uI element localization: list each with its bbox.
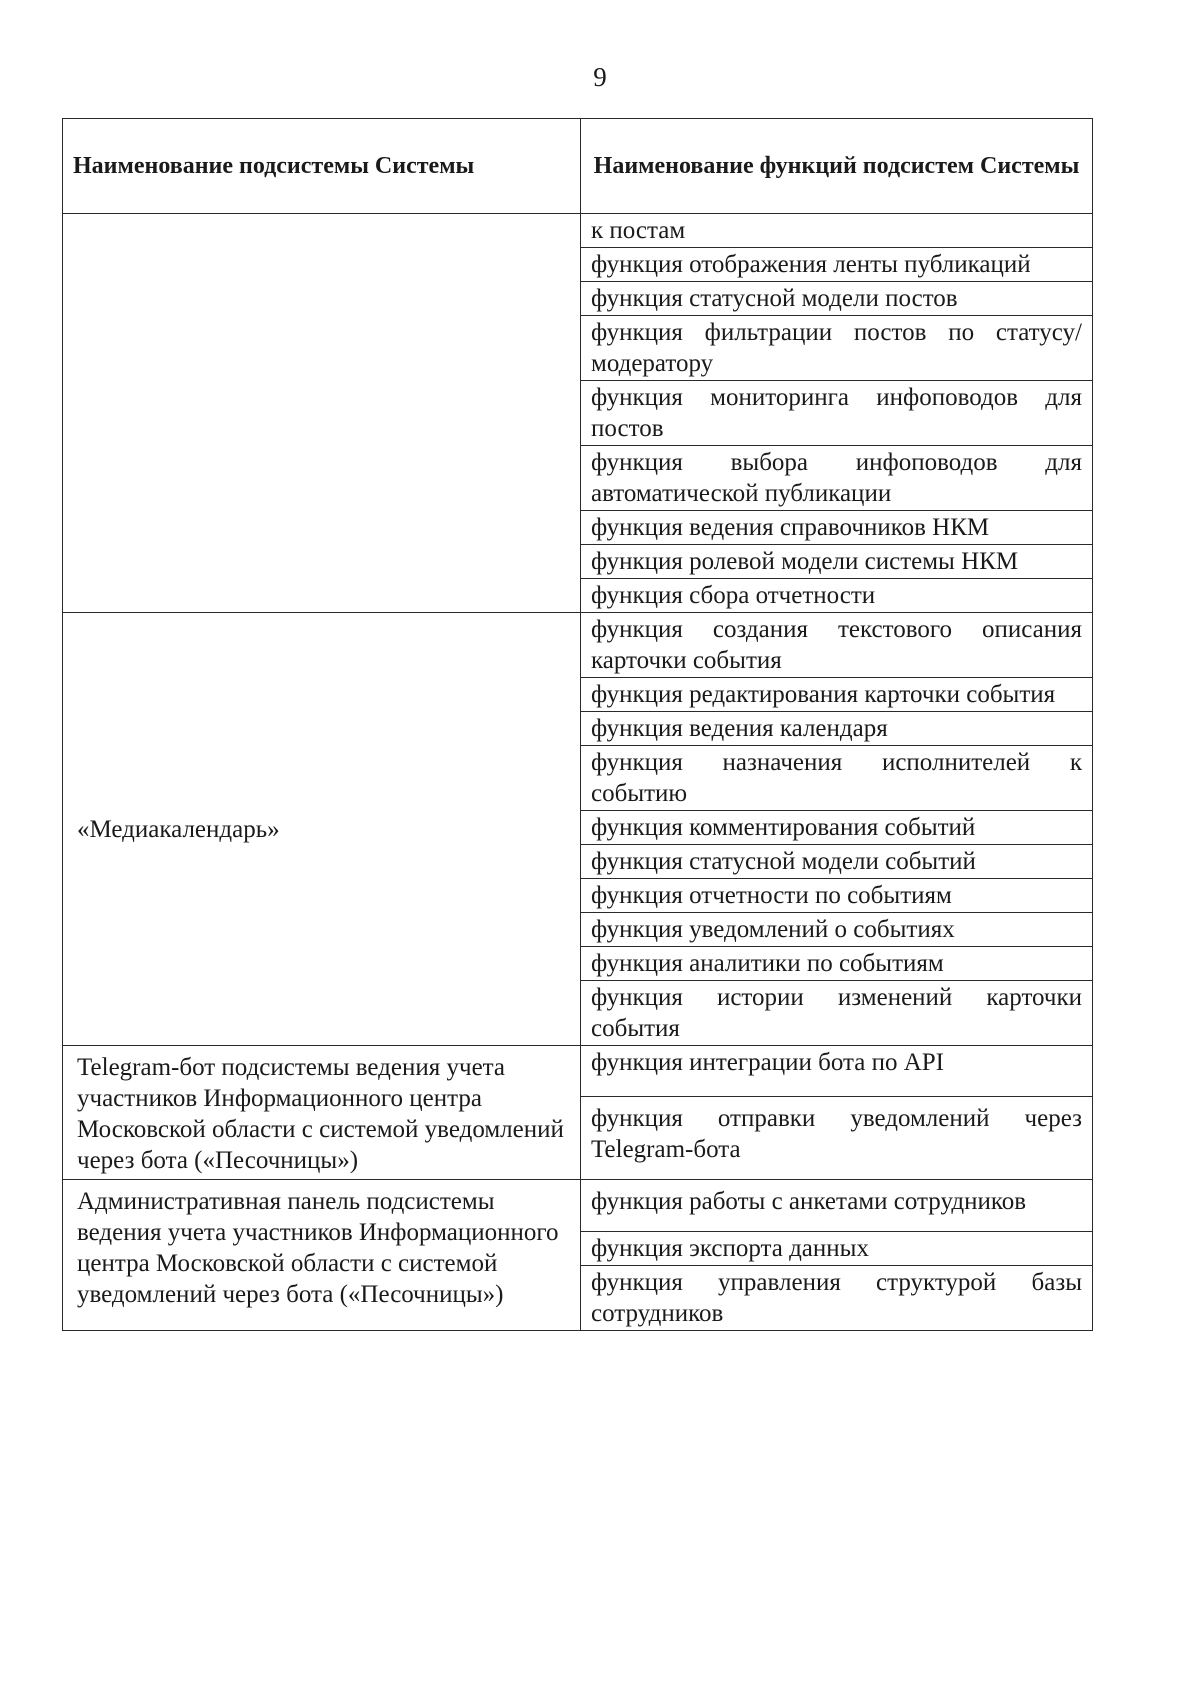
function-cell: функция фильтрации постов по статусу/модератору bbox=[581, 316, 1093, 381]
subsystem-cell-mediacalendar: «Медиакалендарь» bbox=[63, 613, 581, 1046]
subsystem-cell bbox=[63, 214, 581, 613]
function-cell: функция мониторинга инфоповодов для постов bbox=[581, 381, 1093, 446]
function-cell: к постам bbox=[581, 214, 1093, 248]
function-cell: функция статусной модели постов bbox=[581, 282, 1093, 316]
function-cell: функция отчетности по событиям bbox=[581, 879, 1093, 913]
header-functions: Наименование функций подсистем Системы bbox=[581, 119, 1093, 214]
function-cell: функция управления структурой базы сотрудников bbox=[581, 1266, 1093, 1331]
function-cell: функция ведения справочников НКМ bbox=[581, 511, 1093, 545]
page-number: 9 bbox=[593, 62, 607, 92]
function-cell: функция статусной модели событий bbox=[581, 845, 1093, 879]
function-cell: функция уведомлений о событиях bbox=[581, 913, 1093, 947]
function-cell: функция работы с анкетами сотрудников bbox=[581, 1180, 1093, 1232]
function-cell: функция ведения календаря bbox=[581, 712, 1093, 746]
function-cell: функция комментирования событий bbox=[581, 811, 1093, 845]
function-cell: функция интеграции бота по API bbox=[581, 1046, 1093, 1097]
function-cell: функция сбора отчетности bbox=[581, 579, 1093, 613]
subsystem-cell-telegram-bot: Telegram-бот подсистемы ведения учета участников Информационного центра Московской области с системой уведомлений через бота («Песочницы») bbox=[63, 1046, 581, 1180]
function-cell: функция отображения ленты публикаций bbox=[581, 248, 1093, 282]
table-row bbox=[63, 214, 1093, 248]
subsystem-functions-table bbox=[62, 118, 1093, 1331]
function-cell: функция назначения исполнителей к событию bbox=[581, 746, 1093, 811]
function-cell: функция ролевой модели системы НКМ bbox=[581, 545, 1093, 579]
table-row bbox=[63, 1046, 1093, 1097]
function-cell: функция отправки уведомлений через Telegram-бота bbox=[581, 1097, 1093, 1180]
table-row bbox=[63, 613, 1093, 678]
table-row bbox=[63, 1180, 1093, 1232]
function-cell: функция истории изменений карточки события bbox=[581, 981, 1093, 1046]
function-cell: функция аналитики по событиям bbox=[581, 947, 1093, 981]
header-subsystem: Наименование подсистемы Системы bbox=[63, 119, 581, 214]
function-cell: функция создания текстового описания карточки события bbox=[581, 613, 1093, 678]
function-cell: функция выбора инфоповодов для автоматической публикации bbox=[581, 446, 1093, 511]
function-cell: функция экспорта данных bbox=[581, 1232, 1093, 1266]
table-header-row bbox=[63, 119, 1093, 214]
function-cell: функция редактирования карточки события bbox=[581, 678, 1093, 712]
subsystem-cell-admin-panel: Административная панель подсистемы ведения учета участников Информационного центра Московской области с системой уведомлений через бота («Песочницы») bbox=[63, 1180, 581, 1331]
